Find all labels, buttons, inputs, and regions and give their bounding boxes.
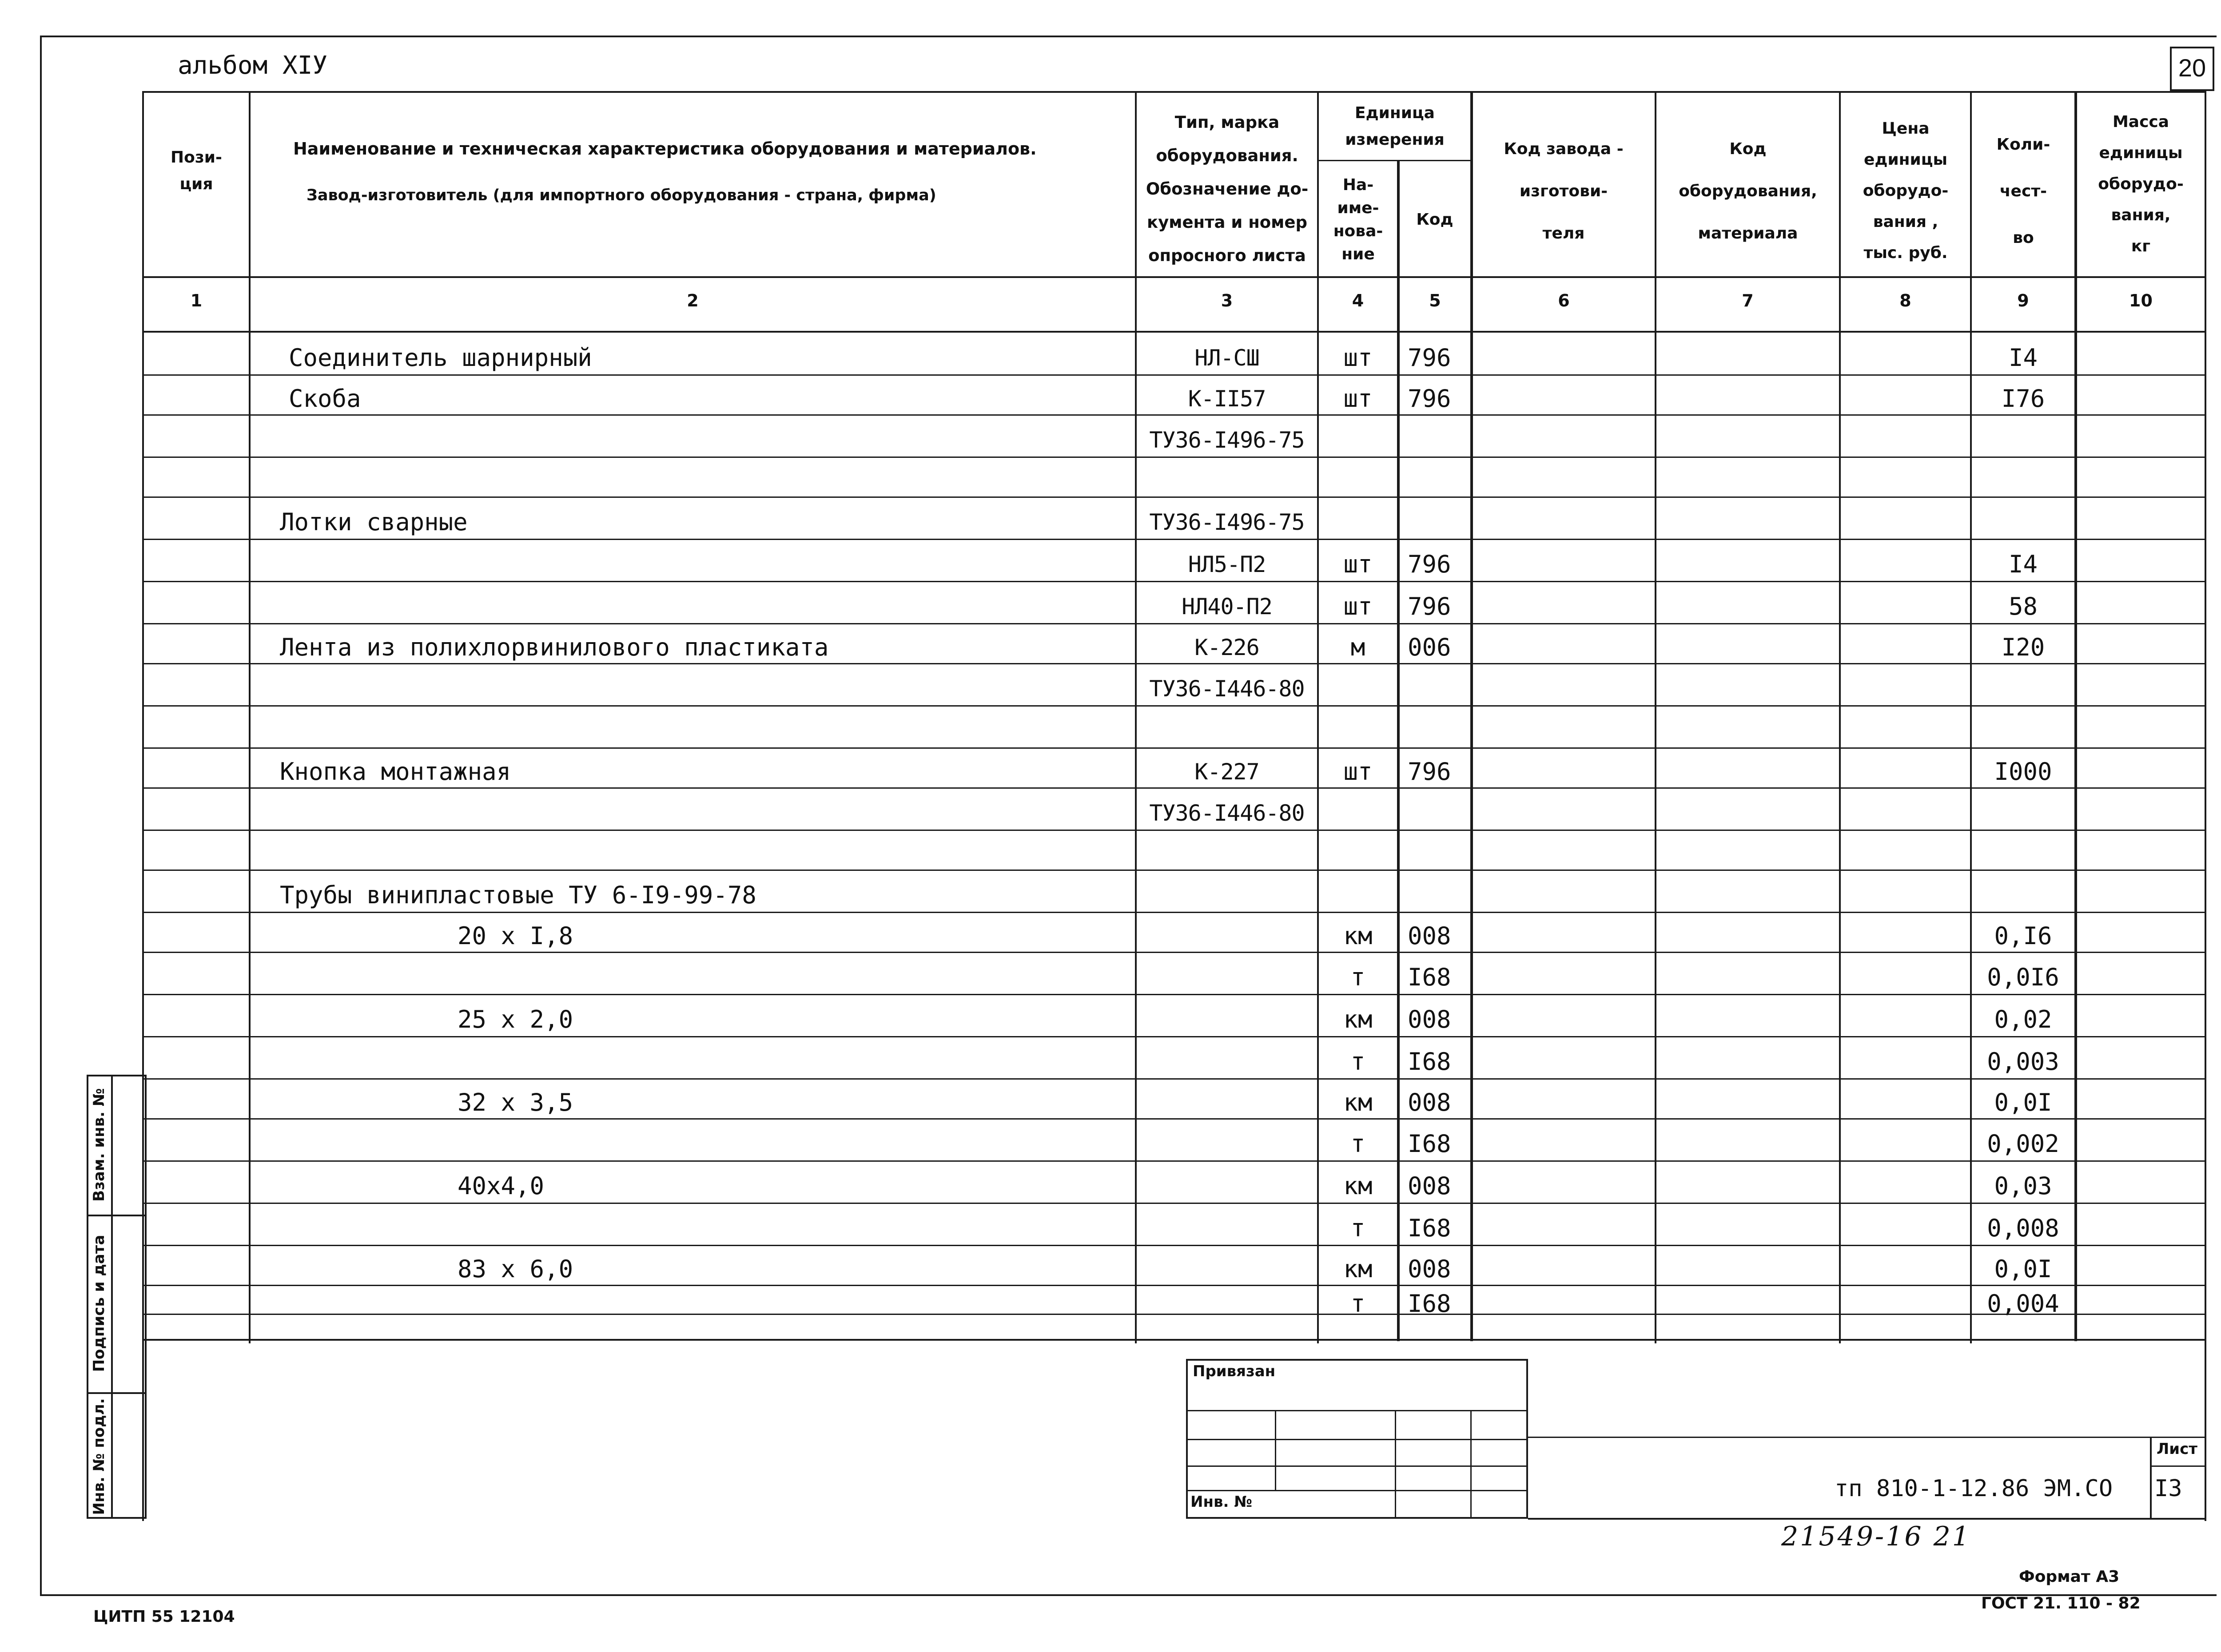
row-qty: I4 <box>2008 550 2038 578</box>
header-position: Пози- ция <box>171 148 222 193</box>
row-name: 40x4,0 <box>458 1171 545 1200</box>
row-qty: 0,004 <box>1987 1289 2059 1318</box>
col-line-2 <box>1135 91 1137 1343</box>
col-line-1 <box>249 91 251 1343</box>
row-name: Трубы винипластовые ТУ 6-I9-99-78 <box>280 881 756 909</box>
page-number: 20 <box>2178 54 2206 82</box>
row-line <box>142 912 2205 913</box>
colnum-9: 9 <box>2017 291 2029 310</box>
colnum-4: 4 <box>1352 291 1364 310</box>
row-code: I68 <box>1408 1289 1451 1318</box>
row-unit: т <box>1350 1214 1365 1242</box>
row-unit: км <box>1343 1088 1373 1116</box>
row-unit: т <box>1350 1289 1365 1318</box>
stamp-line-v2 <box>1395 1410 1396 1519</box>
row-type: ТУ36-I496-75 <box>1149 509 1305 535</box>
row-unit: шт <box>1343 343 1373 372</box>
row-code: I68 <box>1408 1214 1451 1242</box>
row-unit: км <box>1343 1005 1373 1033</box>
row-qty: 0,I6 <box>1994 922 2052 950</box>
footer-org: ЦИТП 55 12104 <box>93 1608 235 1626</box>
row-qty: 0,0I6 <box>1987 963 2059 991</box>
album-title: альбом XIУ <box>178 51 328 80</box>
row-qty: I000 <box>1994 758 2052 786</box>
stamp-line-h1 <box>1186 1410 1528 1411</box>
footer-format: Формат А3 <box>2019 1568 2120 1586</box>
title-block-bottom <box>1528 1518 2205 1520</box>
row-line <box>142 787 2205 789</box>
row-line <box>142 830 2205 831</box>
row-type: НЛ-СШ <box>1194 345 1259 371</box>
header-name-line1: Наименование и техническая характеристика оборудования и материалов. <box>293 139 1037 159</box>
stamp-line-v3 <box>1470 1410 1472 1519</box>
colnum-3: 3 <box>1221 291 1233 310</box>
row-line <box>142 1203 2205 1204</box>
stamp-inv-label: Инв. № <box>1190 1493 1253 1511</box>
row-code: 796 <box>1408 758 1451 786</box>
row-line <box>142 1245 2205 1246</box>
row-code: I68 <box>1408 963 1451 991</box>
row-qty: 0,0I <box>1994 1255 2052 1283</box>
row-code: I68 <box>1408 1129 1451 1158</box>
header-equipment-code: Код оборудования, материала <box>1679 139 1817 242</box>
row-qty: 0,008 <box>1987 1214 2059 1242</box>
row-code: 796 <box>1408 550 1451 578</box>
row-type: НЛ5-П2 <box>1188 551 1266 577</box>
row-type: ТУ36-I496-75 <box>1149 427 1305 453</box>
col-line-4 <box>1397 160 1400 1341</box>
colnum-7: 7 <box>1742 291 1754 310</box>
row-qty: I20 <box>2001 633 2045 661</box>
row-line <box>142 581 2205 582</box>
side-label-orig-inv: Инв. № подл. <box>90 1398 108 1515</box>
frame-bottom <box>40 1594 2217 1596</box>
header-mass: Масса единицы оборудо- вания, кг <box>2098 113 2184 255</box>
row-unit: км <box>1343 1255 1373 1283</box>
row-unit: т <box>1350 1129 1365 1158</box>
row-line <box>142 1078 2205 1080</box>
row-unit: т <box>1350 1047 1365 1076</box>
header-name-line2: Завод-изготовитель (для импортного оборудования - страна, фирма) <box>306 187 936 204</box>
row-code: 008 <box>1408 1088 1451 1116</box>
body-bottom <box>142 1339 2205 1341</box>
row-unit: т <box>1350 963 1365 991</box>
stamp-line-h4 <box>1186 1490 1528 1491</box>
col-line-9 <box>2074 91 2077 1341</box>
side-stamp-divider-v <box>111 1075 113 1519</box>
row-unit: м <box>1350 633 1365 661</box>
row-qty: 0,002 <box>1987 1129 2059 1158</box>
row-line <box>142 1160 2205 1162</box>
header-price: Цена единицы оборудо- вания , тыс. руб. <box>1863 119 1949 262</box>
row-line <box>142 994 2205 995</box>
row-qty: I4 <box>2008 343 2038 372</box>
row-line <box>142 870 2205 871</box>
frame-top <box>40 36 2217 37</box>
row-code: 008 <box>1408 1255 1451 1283</box>
table-top <box>142 91 2205 93</box>
colnum-1: 1 <box>190 291 203 310</box>
row-qty: 58 <box>2008 592 2038 620</box>
doc-code: тп 810-1-12.86 ЭМ.СО <box>1835 1475 2113 1502</box>
colnum-2: 2 <box>687 291 699 310</box>
col-line-7 <box>1839 91 1841 1343</box>
row-type: ТУ36-I446-80 <box>1149 800 1305 826</box>
row-line <box>142 952 2205 953</box>
header-quantity: Коли- чест- во <box>1996 135 2050 247</box>
row-code: 796 <box>1408 592 1451 620</box>
row-line <box>142 414 2205 416</box>
row-code: 008 <box>1408 922 1451 950</box>
header-unit-name: На- име- нова- ние <box>1333 176 1383 263</box>
col-line-6 <box>1655 91 1656 1343</box>
row-unit: км <box>1343 1171 1373 1200</box>
row-unit: км <box>1343 922 1373 950</box>
row-name: Лента из полихлорвинилового пластиката <box>280 633 829 661</box>
row-code: I68 <box>1408 1047 1451 1076</box>
row-line <box>142 457 2205 458</box>
side-label-sign-date: Подпись и дата <box>90 1235 108 1372</box>
row-qty: I76 <box>2001 385 2045 413</box>
row-line <box>142 705 2205 707</box>
row-line <box>142 1285 2205 1286</box>
row-line <box>142 496 2205 498</box>
row-type: К-227 <box>1194 759 1259 785</box>
row-name: Соединитель шарнирный <box>289 343 592 372</box>
table-right <box>2205 91 2206 1521</box>
row-qty: 0,003 <box>1987 1047 2059 1076</box>
row-type: К-226 <box>1194 635 1259 660</box>
row-name: 32 x 3,5 <box>458 1088 573 1116</box>
sheet-box-left <box>2150 1437 2152 1519</box>
row-qty: 0,03 <box>1994 1171 2052 1200</box>
row-code: 008 <box>1408 1171 1451 1200</box>
row-line <box>142 623 2205 624</box>
row-name: Скоба <box>289 385 361 413</box>
stamp-attached-label: Привязан <box>1193 1362 1276 1380</box>
row-type: НЛ40-П2 <box>1182 593 1272 620</box>
title-block-top <box>1528 1437 2205 1438</box>
stamp-line-h2 <box>1186 1439 1528 1440</box>
stamp-line-v1 <box>1275 1410 1276 1490</box>
row-unit: шт <box>1343 758 1373 786</box>
row-unit: шт <box>1343 550 1373 578</box>
row-name: 20 x I,8 <box>458 922 573 950</box>
header-type: Тип, марка оборудования. Обозначение до- кумента и номер опросного листа <box>1146 112 1309 265</box>
row-name: 25 x 2,0 <box>458 1005 573 1033</box>
row-name: Кнопка монтажная <box>280 758 511 786</box>
footer-gost: ГОСТ 21. 110 - 82 <box>1981 1594 2141 1612</box>
row-line <box>142 1036 2205 1037</box>
row-code: 796 <box>1408 343 1451 372</box>
side-label-replace-inv: Взам. инв. № <box>90 1088 108 1202</box>
row-line <box>142 539 2205 540</box>
row-line <box>142 1118 2205 1120</box>
header-unit: Единица измерения <box>1345 104 1445 149</box>
header-factory-code: Код завода - изготови- теля <box>1504 139 1624 242</box>
row-unit: шт <box>1343 385 1373 413</box>
row-unit: шт <box>1343 592 1373 620</box>
sheet-box-mid <box>2150 1465 2205 1467</box>
sheet-label: Лист <box>2157 1440 2197 1458</box>
row-qty: 0,02 <box>1994 1005 2052 1033</box>
row-name: Лотки сварные <box>280 508 468 536</box>
colnum-5: 5 <box>1429 291 1441 310</box>
colnum-10: 10 <box>2129 291 2153 310</box>
handwritten-note: 21549-16 21 <box>1781 1521 1971 1552</box>
colnum-6: 6 <box>1558 291 1570 310</box>
row-line <box>142 747 2205 749</box>
row-name: 83 x 6,0 <box>458 1255 573 1283</box>
row-line <box>142 374 2205 376</box>
row-qty: 0,0I <box>1994 1088 2052 1116</box>
row-code: 008 <box>1408 1005 1451 1033</box>
row-line <box>142 1314 2205 1315</box>
row-code: 006 <box>1408 633 1451 661</box>
row-line <box>142 663 2205 664</box>
frame-left <box>40 36 42 1594</box>
header-bottom <box>142 276 2205 278</box>
row-type: ТУ36-I446-80 <box>1149 675 1305 702</box>
row-code: 796 <box>1408 385 1451 413</box>
unit-divider <box>1317 160 1470 161</box>
colnum-8: 8 <box>1899 291 1911 310</box>
colnum-bottom <box>142 331 2205 333</box>
header-unit-code: Код <box>1416 210 1453 229</box>
sheet-number: I3 <box>2154 1475 2182 1502</box>
row-type: К-II57 <box>1188 386 1266 412</box>
stamp-line-h3 <box>1186 1465 1528 1467</box>
